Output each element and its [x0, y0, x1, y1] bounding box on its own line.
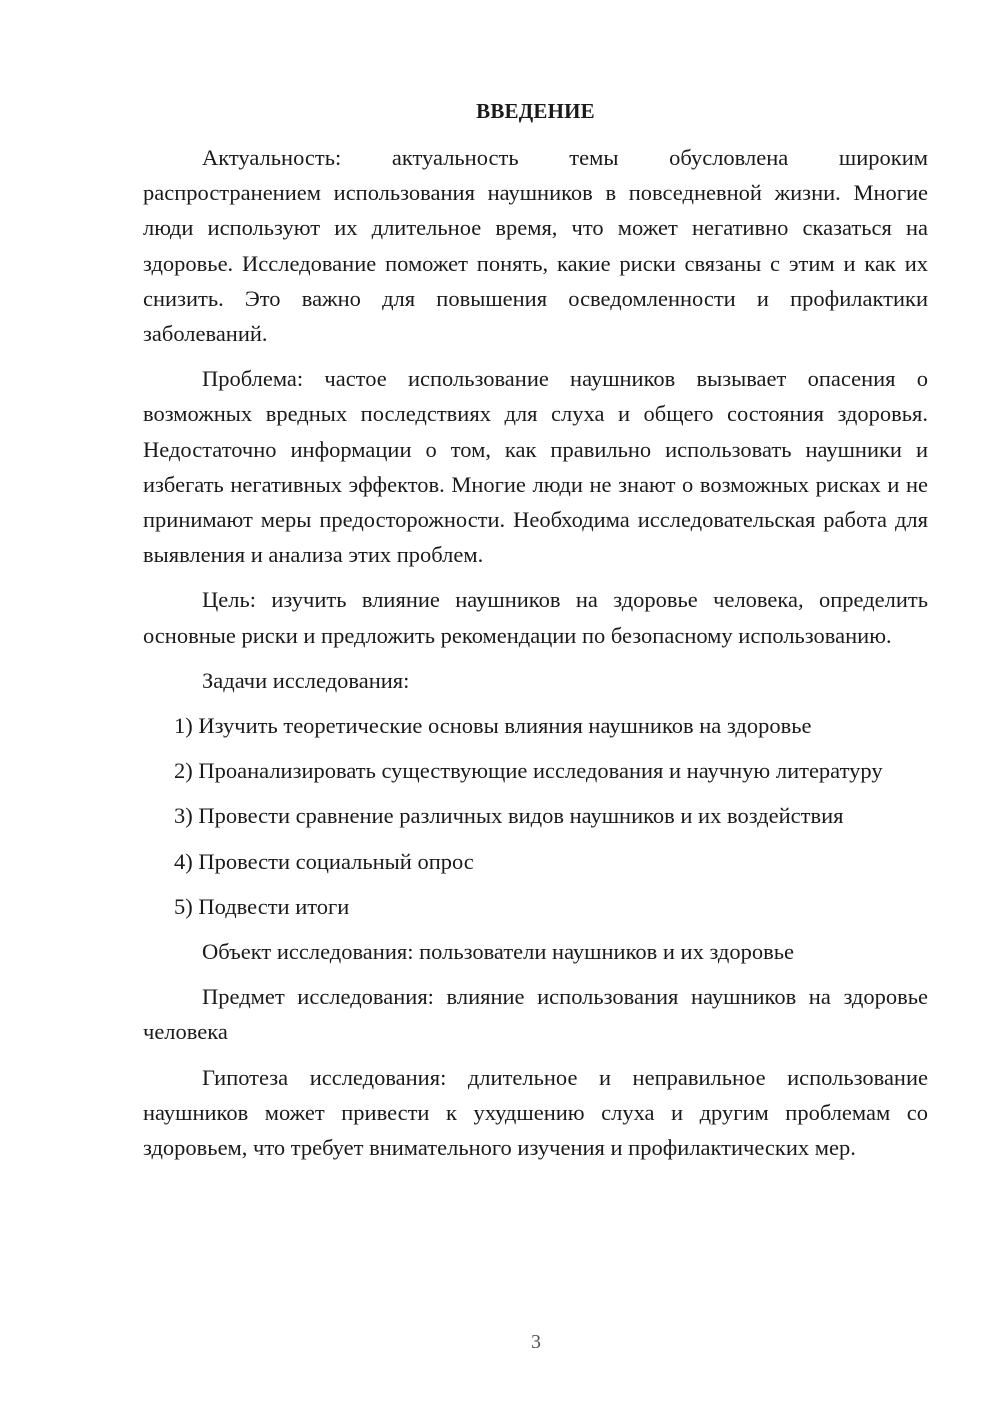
task-item: 5) Подвести итоги [174, 893, 350, 919]
problem-paragraph: Проблема: частое использование наушников вызывает опасения о возможных вредных последствиях для слуха и общего состояния здоровья. Недостаточно информации о том, как правильно использовать наушники и избегать негативных эффектов. Многие люди не знают о возможных рисках и не принимают меры предосторожности. Необходима исследовательская работа для выявления и анализа этих проблем. [143, 366, 928, 568]
task-item: 4) Провести социальный опрос [174, 848, 474, 874]
task-item: 3) Провести сравнение различных видов наушников и их воздействия [174, 803, 844, 829]
document-page [143, 94, 928, 1175]
section-heading: ВВЕДЕНИЕ [476, 99, 595, 123]
object-paragraph: Объект исследования: пользователи наушников и их здоровье [202, 939, 794, 965]
task-item: 2) Проанализировать существующие исследования и научную литературу [174, 758, 883, 784]
relevance-paragraph: Актуальность: актуальность темы обусловлена широким распространением использования наушников в повседневной жизни. Многие люди используют их длительное время, что может негативно сказаться на здоровье. Исследование поможет понять, какие риски связаны с этим и как их снизить. Это важно для повышения осведомленности и профилактики заболеваний. [143, 145, 928, 347]
subject-paragraph: Предмет исследования: влияние использования наушников на здоровье человека [143, 984, 928, 1045]
goal-paragraph: Цель: изучить влияние наушников на здоровье человека, определить основные риски и предложить рекомендации по безопасному использованию. [143, 587, 928, 648]
page-number: 3 [531, 1331, 541, 1353]
task-item: 1) Изучить теоретические основы влияния наушников на здоровье [174, 713, 812, 739]
hypothesis-paragraph: Гипотеза исследования: длительное и неправильное использование наушников может привести к ухудшению слуха и другим проблемам со здоровьем, что требует внимательного изучения и профилактических мер. [143, 1064, 928, 1161]
tasks-heading: Задачи исследования: [202, 667, 410, 693]
